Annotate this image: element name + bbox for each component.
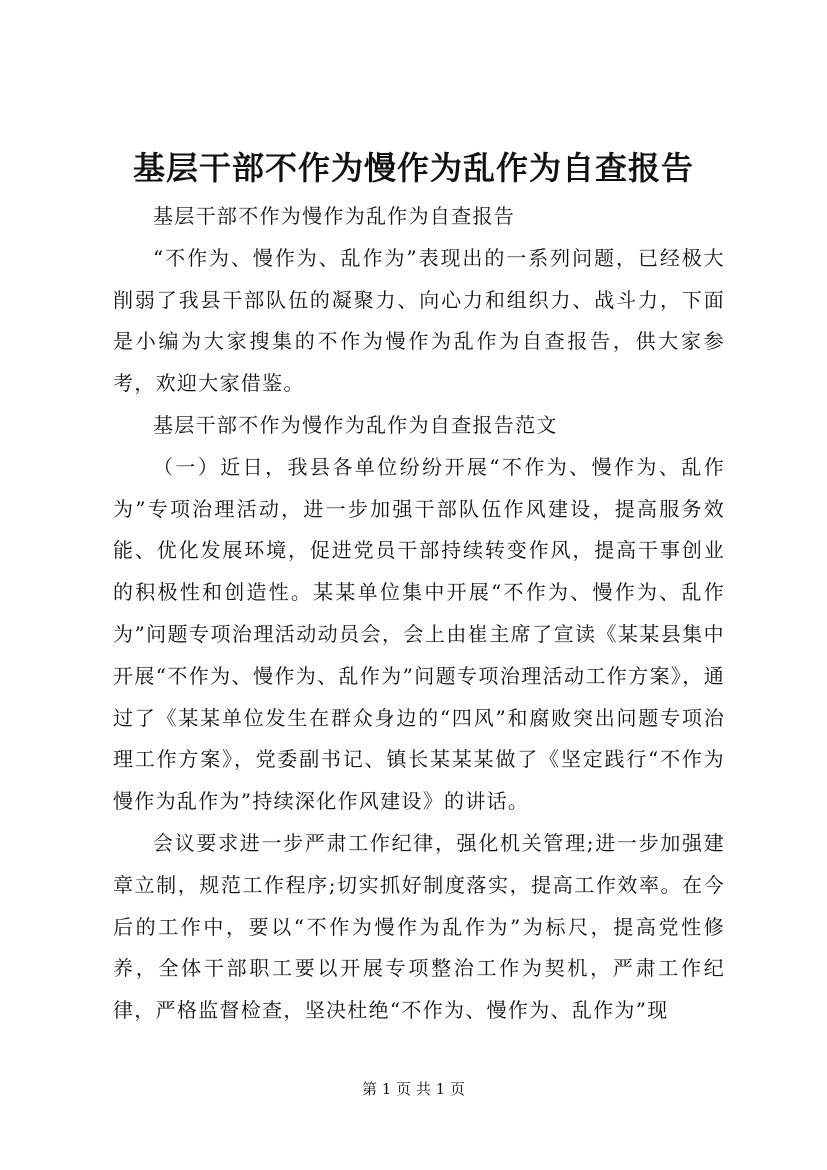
document-body [113,196,725,1032]
page-number-footer: 第 1 页 共 1 页 [362,1080,465,1098]
paragraph-intro: “不作为、慢作为、乱作为”表现出的一系列问题，已经极大削弱了我县干部队伍的凝聚力、向心力和组织力、战斗力，下面是小编为大家搜集的不作为慢作为乱作为自查报告，供大家参考，欢迎大家借鉴。 [113,245,725,396]
document-title: 基层干部不作为慢作为乱作为自查报告 [132,149,694,187]
paragraph-section-heading: 基层干部不作为慢作为乱作为自查报告范文 [153,412,558,437]
paragraph-section-one: （一）近日，我县各单位纷纷开展“不作为、慢作为、乱作为”专项治理活动，进一步加强干部队伍作风建设，提高服务效能、优化发展环境，促进党员干部持续转变作风，提高干事创业的积极性和创造性。某某单位集中开展“不作为、慢作为、乱作为”问题专项治理活动动员会，会上由崔主席了宣读《某某县集中开展“不作为、慢作为、乱作为”问题专项治理活动工作方案》，通过了《某某单位发生在群众身边的“四风”和腐败突出问题专项治理工作方案》，党委副书记、镇长某某某做了《坚定践行“不作为慢作为乱作为”持续深化作风建设》的讲话。 [113,454,725,814]
paragraph-meeting-requirements: 会议要求进一步严肃工作纪律，强化机关管理;进一步加强建章立制，规范工作程序;切实抓好制度落实，提高工作效率。在今后的工作中，要以“不作为慢作为乱作为”为标尺，提高党性修养，全体干部职工要以开展专项整治工作为契机，严肃工作纪律，严格监督检查，坚决杜绝“不作为、慢作为、乱作为”现 [113,830,725,1023]
paragraph-subtitle: 基层干部不作为慢作为乱作为自查报告 [153,204,516,228]
